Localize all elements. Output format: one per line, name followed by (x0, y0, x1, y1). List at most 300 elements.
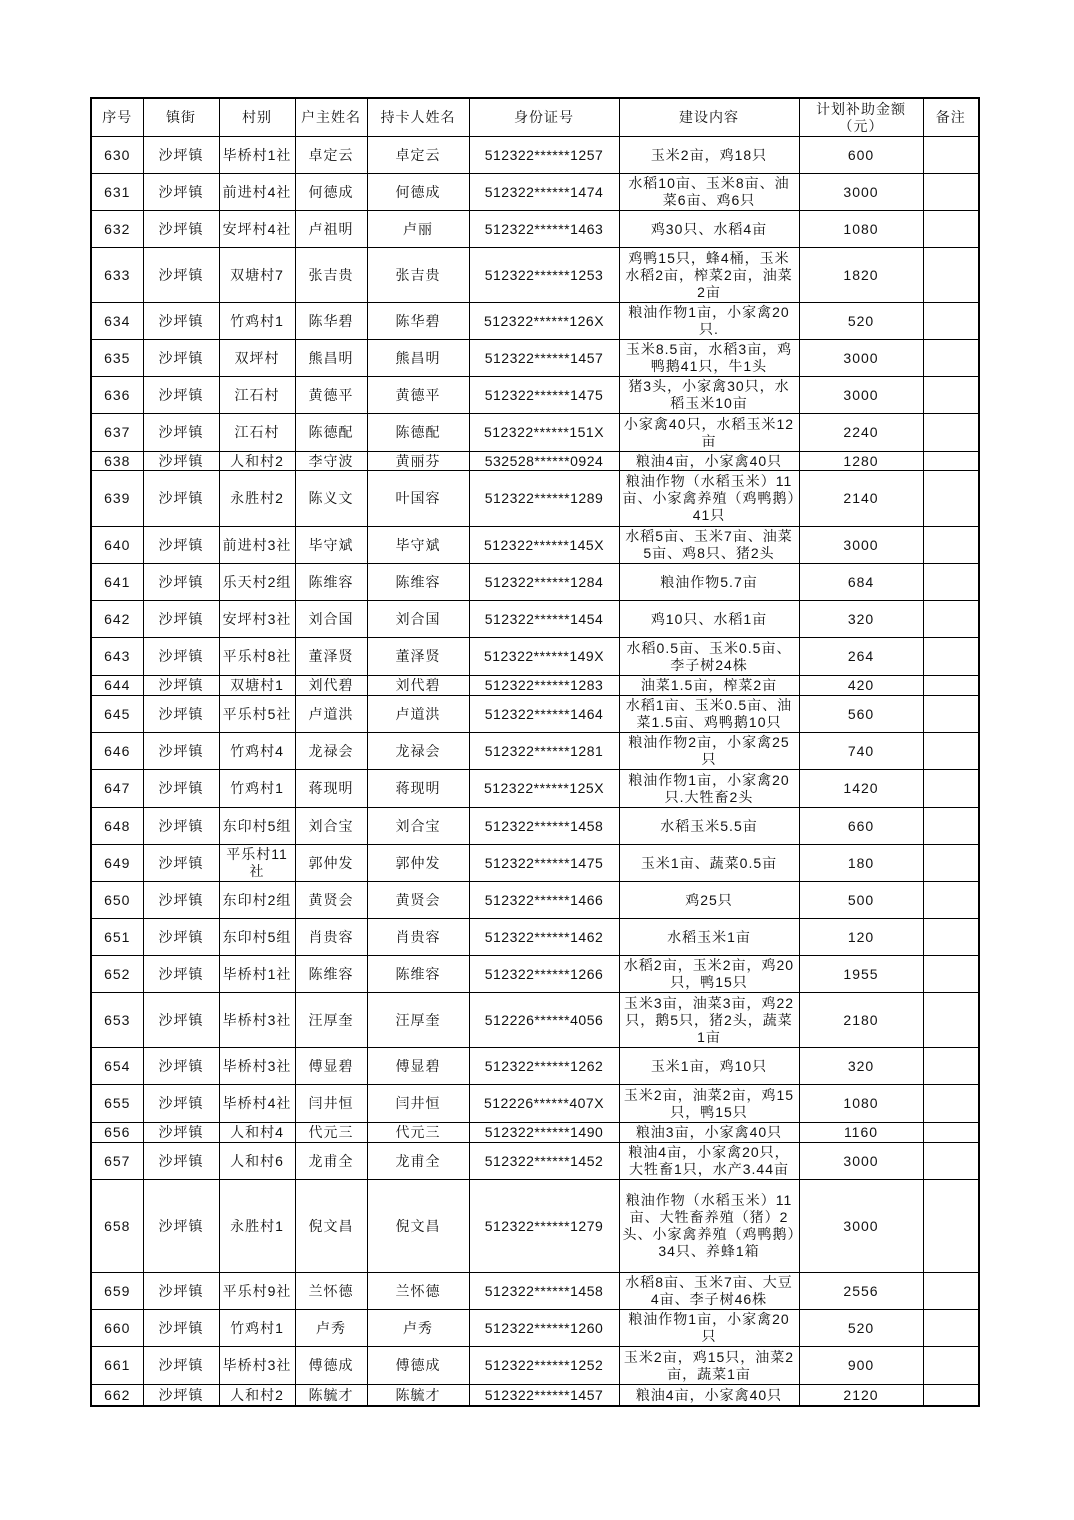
cell-card-holder (367, 248, 469, 303)
cell-household-head (295, 174, 367, 211)
cell-text: 512322******1475 (484, 386, 604, 403)
cell-text: 638 (104, 452, 131, 469)
cell-text (924, 919, 979, 955)
cell-content (619, 696, 799, 733)
cell-text: 650 (104, 891, 131, 908)
cell-text: 黄德平 (395, 386, 441, 403)
cell-remarks (923, 527, 979, 564)
cell-text: 512322******1252 (484, 1357, 604, 1373)
cell-remarks (923, 1085, 979, 1123)
cell-town (143, 137, 219, 174)
cell-text: 卓定云 (395, 146, 441, 163)
cell-text: 1160 (843, 1124, 879, 1140)
cell-amount (799, 770, 923, 808)
cell-text: 沙坪镇 (158, 536, 204, 553)
cell-text: 何德成 (395, 183, 441, 200)
cell-text: 沙坪镇 (158, 386, 204, 403)
table-row (91, 340, 979, 377)
cell-text: 黄丽芬 (395, 452, 441, 469)
header-label: 持卡人姓名 (380, 109, 456, 125)
cell-remarks (923, 696, 979, 733)
cell-text: 600 (847, 146, 875, 163)
table-row (91, 1347, 979, 1385)
cell-text: 512322******1260 (484, 1319, 604, 1336)
cell-text (924, 1347, 979, 1384)
cell-amount (799, 248, 923, 303)
cell-village (219, 601, 295, 638)
cell-id (469, 696, 619, 733)
cell-text: 654 (104, 1057, 131, 1074)
cell-seq (91, 696, 143, 733)
cell-text: 2120 (843, 1386, 879, 1403)
cell-content (619, 471, 799, 527)
cell-card-holder (367, 733, 469, 770)
table-row (91, 770, 979, 808)
cell-text: 何德成 (308, 183, 354, 200)
cell-text (924, 696, 979, 732)
cell-content (619, 919, 799, 956)
cell-text: 659 (104, 1282, 131, 1299)
cell-text: 沙坪镇 (158, 490, 204, 506)
cell-text: 前进村3社 (222, 536, 292, 553)
cell-text: 黄贤会 (395, 891, 441, 908)
cell-text: 1080 (843, 220, 879, 237)
cell-text: 双坪村 (234, 349, 280, 366)
cell-town (143, 1273, 219, 1310)
cell-text: 玉米1亩，鸡10只 (650, 1057, 768, 1074)
cell-town (143, 1310, 219, 1347)
cell-text: 粮油作物（水稻玉米）11亩、大牲畜养殖（猪）2头、小家禽养殖（鸡鸭鹅）34只、养蜂1箱 (622, 1192, 796, 1259)
cell-text: 刘合国 (308, 610, 354, 627)
subsidy-table (90, 97, 980, 1407)
cell-text (924, 1048, 979, 1084)
cell-card-holder (367, 1310, 469, 1347)
cell-content (619, 174, 799, 211)
cell-text: 玉米2亩，鸡18只 (650, 146, 768, 163)
cell-text: 人和村4 (230, 1124, 284, 1140)
cell-text (924, 564, 979, 600)
cell-text: 500 (847, 891, 875, 908)
cell-text: 661 (104, 1357, 131, 1373)
cell-text: 沙坪镇 (158, 266, 204, 283)
cell-text: 人和村6 (230, 1152, 284, 1169)
cell-id (469, 676, 619, 696)
cell-text (924, 638, 979, 675)
cell-text: 双塘村7 (230, 266, 284, 283)
cell-amount (799, 882, 923, 919)
cell-id (469, 1180, 619, 1273)
cell-text: 龙甫全 (395, 1152, 441, 1169)
cell-seq (91, 1273, 143, 1310)
cell-content (619, 1273, 799, 1310)
header-label: 序号 (102, 109, 133, 125)
cell-card-holder (367, 564, 469, 601)
cell-text: 512226******4056 (484, 1011, 604, 1028)
cell-village (219, 1123, 295, 1143)
cell-seq (91, 1143, 143, 1180)
table-row (91, 601, 979, 638)
cell-amount (799, 638, 923, 676)
cell-text: 沙坪镇 (158, 452, 204, 469)
cell-id (469, 1310, 619, 1347)
cell-amount (799, 303, 923, 340)
table-row (91, 1085, 979, 1123)
cell-text: 平乐村11社 (226, 846, 288, 879)
cell-village (219, 1347, 295, 1385)
cell-text: 安坪村3社 (222, 610, 292, 627)
cell-text: 龙禄会 (308, 742, 354, 759)
cell-seq (91, 882, 143, 919)
cell-household-head (295, 676, 367, 696)
cell-household-head (295, 211, 367, 248)
cell-text: 玉米2亩，鸡15只，油菜2亩，蔬菜1亩 (623, 1348, 795, 1382)
cell-card-holder (367, 770, 469, 808)
cell-text: 660 (104, 1319, 131, 1336)
cell-text: 3000 (843, 349, 879, 366)
table-row (91, 174, 979, 211)
cell-village (219, 770, 295, 808)
cell-remarks (923, 1273, 979, 1310)
cell-town (143, 1347, 219, 1385)
cell-text (924, 471, 979, 526)
cell-village (219, 452, 295, 471)
cell-town (143, 919, 219, 956)
cell-text: 玉米2亩，油菜2亩，鸡15只，鸭15只 (623, 1086, 795, 1120)
cell-text: 512322******1466 (484, 891, 604, 908)
cell-text: 635 (104, 349, 131, 366)
cell-text: 粮油3亩，小家禽40只 (635, 1124, 783, 1140)
cell-text (924, 414, 979, 451)
cell-household-head (295, 770, 367, 808)
cell-text: 512322******149X (483, 648, 605, 664)
cell-text: 420 (847, 677, 875, 693)
cell-amount (799, 527, 923, 564)
cell-town (143, 1123, 219, 1143)
cell-text (924, 527, 979, 563)
cell-town (143, 1180, 219, 1273)
cell-text: 粮油作物2亩，小家禽25只 (628, 734, 790, 767)
header-construction-content (619, 98, 799, 137)
cell-content (619, 1310, 799, 1347)
table-row (91, 1048, 979, 1085)
cell-text: 闫井恒 (308, 1095, 354, 1111)
cell-text: 陈维容 (308, 573, 354, 590)
cell-text: 粮油作物（水稻玉米）11亩、小家禽养殖（鸡鸭鹅）41只 (622, 473, 796, 523)
cell-text: 651 (104, 928, 131, 945)
cell-amount (799, 1143, 923, 1180)
cell-content (619, 993, 799, 1048)
cell-text: 肖贵容 (308, 928, 354, 945)
cell-text: 江石村 (234, 424, 280, 440)
cell-card-holder (367, 414, 469, 452)
cell-text: 陈维容 (395, 573, 441, 590)
cell-text: 张吉贵 (395, 266, 441, 283)
header-card-holder (367, 98, 469, 137)
cell-seq (91, 601, 143, 638)
cell-village (219, 1180, 295, 1273)
cell-text: 鸡鸭15只，蜂4桶，玉米水稻2亩，榨菜2亩，油菜2亩 (625, 249, 793, 300)
header-label: 村别 (242, 109, 272, 125)
cell-text (924, 676, 979, 695)
cell-text (924, 137, 979, 173)
cell-household-head (295, 1385, 367, 1407)
cell-card-holder (367, 696, 469, 733)
cell-id (469, 471, 619, 527)
header-subsidy-amount (799, 98, 923, 137)
cell-text: 900 (847, 1357, 875, 1373)
cell-household-head (295, 1123, 367, 1143)
cell-household-head (295, 1180, 367, 1273)
cell-village (219, 956, 295, 993)
cell-text: 沙坪镇 (158, 742, 204, 759)
table-row (91, 303, 979, 340)
cell-text: 鸡30只、水稻4亩 (650, 220, 768, 237)
cell-town (143, 956, 219, 993)
cell-text: 粮油4亩，小家禽20只，大牲畜1只，水产3.44亩 (628, 1144, 790, 1177)
cell-town (143, 808, 219, 845)
cell-text: 陈德配 (395, 424, 441, 440)
table-row (91, 993, 979, 1048)
cell-text (924, 303, 979, 339)
cell-town (143, 676, 219, 696)
table-row (91, 564, 979, 601)
cell-id (469, 956, 619, 993)
cell-text: 沙坪镇 (158, 1282, 204, 1299)
header-label: 计划补助金额（元） (816, 100, 906, 134)
cell-text: 水稻玉米5.5亩 (660, 817, 758, 834)
cell-text (924, 377, 979, 413)
cell-town (143, 882, 219, 919)
cell-amount (799, 452, 923, 471)
cell-text: 658 (104, 1217, 131, 1234)
cell-text: 644 (104, 677, 131, 693)
cell-text: 粮油作物5.7亩 (660, 573, 758, 590)
cell-household-head (295, 1085, 367, 1123)
cell-text: 264 (847, 648, 875, 664)
cell-text: 傅德成 (395, 1357, 441, 1373)
cell-text: 龙甫全 (308, 1152, 354, 1169)
table-row (91, 1385, 979, 1407)
cell-seq (91, 1123, 143, 1143)
cell-text: 512322******125X (483, 780, 605, 796)
cell-village (219, 211, 295, 248)
cell-content (619, 882, 799, 919)
cell-text: 竹鸡村1 (230, 780, 284, 796)
cell-text (924, 340, 979, 376)
cell-seq (91, 770, 143, 808)
cell-remarks (923, 993, 979, 1048)
cell-remarks (923, 137, 979, 174)
cell-id (469, 377, 619, 414)
table-row (91, 137, 979, 174)
cell-content (619, 1347, 799, 1385)
cell-text: 毕守斌 (395, 536, 441, 553)
cell-id (469, 919, 619, 956)
cell-content (619, 1143, 799, 1180)
cell-text: 毕桥村3社 (222, 1357, 292, 1373)
cell-village (219, 808, 295, 845)
cell-text: 东印村2组 (222, 891, 292, 908)
table-row (91, 1273, 979, 1310)
cell-text: 655 (104, 1095, 131, 1111)
cell-text: 刘合宝 (395, 817, 441, 834)
cell-text: 李守波 (308, 452, 354, 469)
cell-village (219, 676, 295, 696)
cell-seq (91, 676, 143, 696)
cell-seq (91, 1180, 143, 1273)
cell-village (219, 303, 295, 340)
cell-text: 永胜村2 (230, 490, 284, 506)
cell-text: 代元三 (308, 1124, 354, 1140)
cell-text: 水稻10亩、玉米8亩、油菜6亩、鸡6只 (628, 175, 790, 208)
cell-amount (799, 414, 923, 452)
cell-content (619, 564, 799, 601)
cell-card-holder (367, 919, 469, 956)
cell-text: 卢道洪 (308, 705, 354, 722)
cell-card-holder (367, 174, 469, 211)
cell-text: 卢秀 (316, 1319, 346, 1336)
cell-seq (91, 845, 143, 882)
cell-text: 沙坪镇 (158, 780, 204, 796)
cell-text: 512322******1281 (484, 742, 604, 759)
cell-card-holder (367, 1273, 469, 1310)
cell-seq (91, 564, 143, 601)
cell-village (219, 1273, 295, 1310)
cell-text: 512322******1490 (484, 1124, 604, 1140)
cell-household-head (295, 919, 367, 956)
cell-text: 3000 (843, 536, 879, 553)
cell-remarks (923, 248, 979, 303)
cell-amount (799, 1385, 923, 1407)
cell-text: 沙坪镇 (158, 1124, 204, 1140)
cell-text (924, 956, 979, 992)
cell-text (924, 211, 979, 247)
cell-text: 512226******407X (483, 1095, 605, 1111)
cell-amount (799, 1273, 923, 1310)
cell-household-head (295, 564, 367, 601)
header-town (143, 98, 219, 137)
cell-text: 陈维容 (308, 965, 354, 982)
cell-household-head (295, 1273, 367, 1310)
table-row (91, 1143, 979, 1180)
cell-text: 陈德配 (308, 424, 354, 440)
cell-remarks (923, 564, 979, 601)
cell-text: 沙坪镇 (158, 677, 204, 693)
cell-text (924, 733, 979, 769)
cell-card-holder (367, 1048, 469, 1085)
cell-text: 熊昌明 (395, 349, 441, 366)
cell-town (143, 696, 219, 733)
cell-seq (91, 414, 143, 452)
cell-village (219, 377, 295, 414)
cell-text: 沙坪镇 (158, 1217, 204, 1234)
cell-remarks (923, 1385, 979, 1407)
cell-remarks (923, 676, 979, 696)
cell-text: 320 (847, 610, 875, 627)
cell-seq (91, 340, 143, 377)
cell-text: 粮油作物1亩，小家禽20只. (628, 304, 790, 337)
cell-village (219, 1143, 295, 1180)
cell-content (619, 1180, 799, 1273)
cell-village (219, 414, 295, 452)
table-row (91, 676, 979, 696)
cell-text: 684 (847, 573, 875, 590)
cell-household-head (295, 340, 367, 377)
cell-text: 512322******1253 (484, 266, 604, 283)
cell-remarks (923, 601, 979, 638)
cell-text: 沙坪镇 (158, 1057, 204, 1074)
cell-text: 120 (847, 928, 875, 945)
cell-seq (91, 638, 143, 676)
table-row (91, 471, 979, 527)
cell-seq (91, 303, 143, 340)
cell-content (619, 1048, 799, 1085)
cell-text: 沙坪镇 (158, 146, 204, 163)
table-row (91, 845, 979, 882)
cell-text (924, 882, 979, 918)
cell-town (143, 377, 219, 414)
cell-text: 520 (847, 1319, 875, 1336)
cell-text: 512322******1454 (484, 610, 604, 627)
cell-text: 陈毓才 (395, 1386, 441, 1403)
cell-text: 水稻玉米1亩 (667, 928, 751, 945)
cell-village (219, 1085, 295, 1123)
cell-household-head (295, 956, 367, 993)
cell-village (219, 340, 295, 377)
cell-village (219, 1385, 295, 1407)
cell-household-head (295, 248, 367, 303)
cell-seq (91, 733, 143, 770)
cell-town (143, 303, 219, 340)
cell-household-head (295, 696, 367, 733)
cell-text: 3000 (843, 386, 879, 403)
cell-remarks (923, 1180, 979, 1273)
cell-text: 人和村2 (230, 1386, 284, 1403)
cell-text: 320 (847, 1057, 875, 1074)
cell-content (619, 137, 799, 174)
cell-text: 汪厚奎 (308, 1011, 354, 1028)
cell-text: 520 (847, 312, 875, 329)
table-row (91, 377, 979, 414)
cell-text: 竹鸡村4 (230, 742, 284, 759)
cell-text: 512322******1475 (484, 854, 604, 871)
cell-household-head (295, 993, 367, 1048)
cell-text: 512322******1464 (484, 705, 604, 722)
cell-text: 毕守斌 (308, 536, 354, 553)
cell-id (469, 137, 619, 174)
cell-text: 512322******1458 (484, 1282, 604, 1299)
cell-amount (799, 993, 923, 1048)
cell-text: 卢丽 (403, 220, 433, 237)
cell-amount (799, 808, 923, 845)
cell-text: 代元三 (395, 1124, 441, 1140)
cell-text: 636 (104, 386, 131, 403)
cell-amount (799, 1048, 923, 1085)
cell-text: 740 (847, 742, 875, 759)
cell-text (924, 1180, 979, 1272)
cell-text: 水稻0.5亩、玉米0.5亩、李子树24株 (626, 639, 792, 673)
cell-town (143, 211, 219, 248)
cell-text: 沙坪镇 (158, 573, 204, 590)
cell-seq (91, 377, 143, 414)
cell-town (143, 414, 219, 452)
cell-id (469, 808, 619, 845)
cell-text: 沙坪镇 (158, 891, 204, 908)
cell-text: 粮油4亩，小家禽40只 (635, 1386, 783, 1403)
cell-text: 沙坪镇 (158, 928, 204, 945)
cell-text: 小家禽40只，水稻玉米12亩 (623, 415, 795, 449)
header-remarks (923, 98, 979, 137)
